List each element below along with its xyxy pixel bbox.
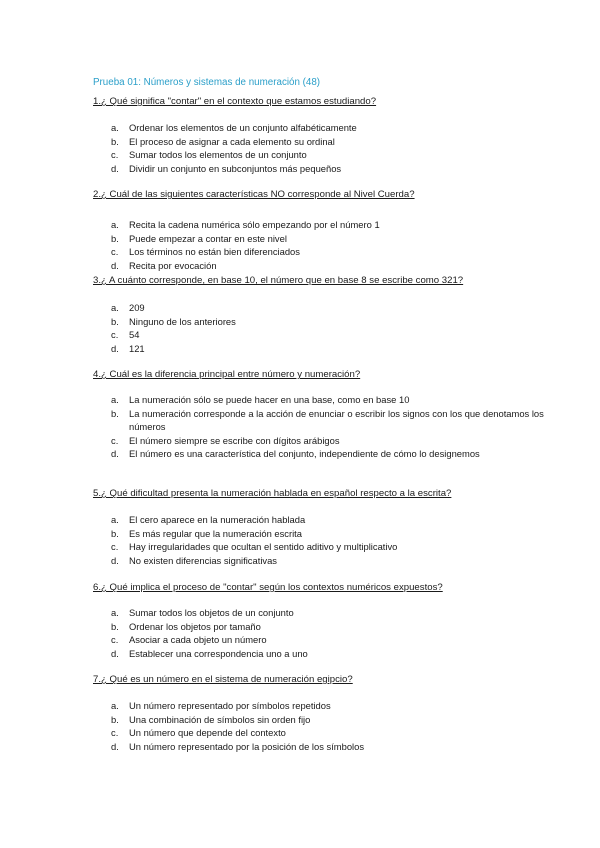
option-text: Sumar todos los elementos de un conjunto: [129, 149, 307, 161]
option-7d[interactable]: [0, 740, 549, 754]
option-text: Ninguno de los anteriores: [129, 315, 236, 327]
option-4b[interactable]: [0, 407, 549, 434]
option-1b[interactable]: [0, 135, 549, 149]
option-7c[interactable]: [0, 726, 549, 740]
option-text: Una combinación de símbolos sin orden fijo: [129, 713, 311, 725]
option-3b[interactable]: [0, 315, 549, 329]
option-letter: b.: [111, 620, 119, 632]
option-6b[interactable]: [0, 620, 549, 634]
option-6a[interactable]: [0, 606, 549, 620]
option-3a[interactable]: [0, 301, 549, 315]
option-letter: a.: [111, 700, 119, 711]
option-letter: d.: [111, 647, 119, 659]
question-3: 3.¿ A cuánto corresponde, en base 10, el número que en base 8 se escribe como 321?: [93, 275, 464, 286]
options-q6: [0, 606, 549, 660]
option-text: Sumar todos los objetos de un conjunto: [129, 607, 294, 618]
option-1c[interactable]: [0, 148, 549, 162]
option-7a[interactable]: [0, 699, 549, 713]
question-4: 4.¿ Cuál es la diferencia principal entre número y numeración?: [93, 369, 361, 380]
option-letter: b.: [111, 315, 119, 327]
option-letter: d.: [111, 448, 119, 460]
option-text: Dividir un conjunto en subconjuntos más pequeños: [129, 162, 342, 174]
option-text: Un número representado por símbolos repetidos: [129, 700, 331, 711]
option-letter: c.: [111, 541, 119, 553]
option-letter: b.: [111, 713, 119, 725]
option-4a[interactable]: [0, 393, 549, 407]
option-text: Establecer una correspondencia uno a uno: [129, 647, 308, 659]
option-letter: d.: [111, 162, 119, 174]
options-q7: [0, 699, 549, 753]
option-letter: c.: [111, 329, 119, 341]
option-text: Asociar a cada objeto un número: [129, 634, 267, 646]
question-7: 7.¿ Qué es un número en el sistema de numeración egipcio?: [93, 674, 353, 685]
option-text: El número siempre se escribe con dígitos arábigos: [129, 434, 340, 446]
option-4c[interactable]: [0, 434, 549, 448]
option-text: Puede empezar a contar en este nivel: [129, 232, 287, 244]
option-5a[interactable]: [0, 513, 549, 527]
options-q2: [0, 218, 549, 272]
option-text: No existen diferencias significativas: [129, 554, 277, 566]
options-q3: [0, 301, 549, 355]
option-letter: a.: [111, 394, 119, 405]
option-text: La numeración sólo se puede hacer en una base, como en base 10: [129, 394, 410, 405]
option-letter: c.: [111, 246, 119, 258]
option-5c[interactable]: [0, 540, 549, 554]
option-text: 54: [129, 329, 140, 341]
option-2d[interactable]: [0, 259, 549, 273]
option-letter: d.: [111, 342, 119, 354]
options-q5: [0, 513, 549, 567]
option-letter: d.: [111, 259, 119, 271]
option-letter: d.: [111, 740, 119, 752]
option-letter: a.: [111, 122, 119, 133]
option-letter: a.: [111, 302, 119, 313]
option-letter: b.: [111, 135, 119, 147]
option-text: El proceso de asignar a cada elemento su ordinal: [129, 135, 335, 147]
option-text: Hay irregularidades que ocultan el sentido aditivo y multiplicativo: [129, 541, 398, 553]
options-q1: [0, 121, 549, 175]
option-letter: a.: [111, 219, 119, 230]
option-letter: c.: [111, 634, 119, 646]
option-text: Un número que depende del contexto: [129, 727, 286, 739]
option-5b[interactable]: [0, 527, 549, 541]
option-text: El cero aparece en la numeración hablada: [129, 514, 306, 525]
option-text: Ordenar los objetos por tamaño: [129, 620, 261, 632]
question-1: 1.¿ Qué significa "contar" en el contexto que estamos estudiando?: [93, 96, 377, 107]
option-1a[interactable]: [0, 121, 549, 135]
question-6: 6.¿ Qué implica el proceso de "contar" según los contextos numéricos expuestos?: [93, 582, 443, 593]
question-2: 2.¿ Cuál de las siguientes características NO corresponde al Nivel Cuerda?: [93, 189, 415, 200]
option-text: Un número representado por la posición de los símbolos: [129, 740, 365, 752]
option-letter: c.: [111, 727, 119, 739]
option-letter: a.: [111, 607, 119, 618]
option-letter: a.: [111, 514, 119, 525]
page-title: Prueba 01: Números y sistemas de numeración (48): [93, 77, 321, 88]
option-text: El número es una característica del conjunto, independiente de cómo lo designemos: [129, 448, 480, 460]
option-text: Ordenar los elementos de un conjunto alfabéticamente: [129, 122, 357, 133]
option-6c[interactable]: [0, 633, 549, 647]
option-7b[interactable]: [0, 713, 549, 727]
option-text: Es más regular que la numeración escrita: [129, 527, 302, 539]
option-3c[interactable]: [0, 328, 549, 342]
option-5d[interactable]: [0, 554, 549, 568]
option-letter: d.: [111, 554, 119, 566]
option-letter: b.: [111, 527, 119, 539]
option-text: Recita la cadena numérica sólo empezando por el número 1: [129, 219, 380, 230]
options-q4: [0, 393, 549, 461]
option-1d[interactable]: [0, 162, 549, 176]
option-2b[interactable]: [0, 232, 549, 246]
option-3d[interactable]: [0, 342, 549, 356]
option-text: La numeración corresponde a la acción de enunciar o escribir los signos con los que denotamos los números: [129, 407, 544, 433]
option-2c[interactable]: [0, 245, 549, 259]
option-letter: b.: [111, 232, 119, 244]
option-text: Recita por evocación: [129, 259, 217, 271]
option-letter: b.: [111, 407, 119, 419]
question-5: 5.¿ Qué dificultad presenta la numeración hablada en español respecto a la escrita?: [93, 488, 452, 499]
option-6d[interactable]: [0, 647, 549, 661]
option-letter: c.: [111, 434, 119, 446]
option-text: 121: [129, 342, 145, 354]
option-4d[interactable]: [0, 447, 549, 461]
option-2a[interactable]: [0, 218, 549, 232]
option-text: 209: [129, 302, 145, 313]
option-text: Los términos no están bien diferenciados: [129, 246, 300, 258]
option-letter: c.: [111, 149, 119, 161]
